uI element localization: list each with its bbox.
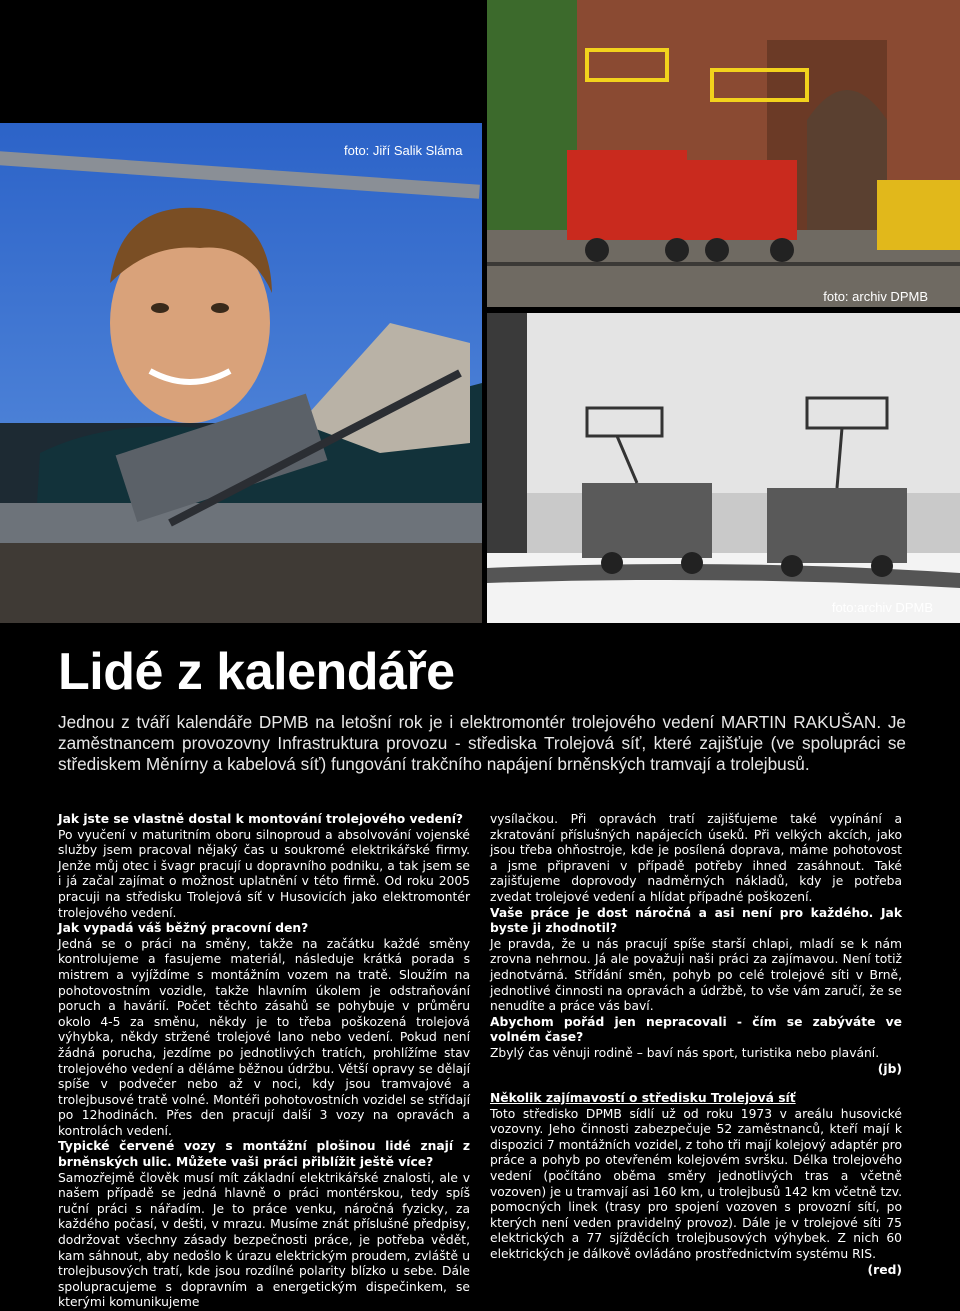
article-title: Lidé z kalendáře — [58, 643, 455, 701]
paragraph: Po vyučení v maturitním oboru silnoproud a absolvování vojenské služby jsem pracoval nějaký čas u soukromé elektrikářské firmy. Jenže můj otec i švagr pracují u dopravního podniku, a tak jsem se i já začal zajímat o možnost uplatnění v této firmě. Od roku 2005 pracuji na středisku Trolejová síť v Husovicích jako elektromontér trolejového vedení. — [58, 827, 470, 920]
paragraph: Jedná se o práci na směny, takže na začátku každé směny kontrolujeme a fasujeme materiál, následuje krátká porada s mistrem a vyjíždíme s montážním vozem na tratě. Sloužím na pohotovostním vozidle, takže hlavním úkolem je odstraňování poruch a havárií. Počet těchto zásahů se pohybuje v průměru okolo 4-5 za směnu, někdy je to třeba poškozená trolejová výhybka, někdy stržené trolejové lano nebo vedení. Pokud není žádná porucha, jezdíme po jednotlivých tratích, prohlížíme stav trolejového vedení a děláme běžnou údržbu. Větší opravy se dělají spíše v podvečer nebo až v noci, kdy jsou tramvajové a trolejbusové tratě volné. Montéři pohotovostních vozidel se střídají po 12hodinách. Přes den pracují další 3 vozy na opravách a kontrolách vedení. — [58, 936, 470, 1138]
interview-question: Vaše práce je dost náročná a asi není pro každého. Jak byste ji zhodnotil? — [490, 905, 902, 936]
photo-credit: foto:archiv DPMB — [831, 600, 933, 615]
interview-question: Typické červené vozy s montážní plošinou lidé znají z brněnských ulic. Můžete vaši práci přiblížit ještě více? — [58, 1139, 470, 1170]
paragraph: Toto středisko DPMB sídlí už od roku 1973 v areálu husovické vozovny. Jeho činnosti zabezpečuje 52 zaměstnanců, kteří mají k dispozici 7 montážních vozidel, z toho tři mají kolejový adaptér pro práce a pohyb po otevřeném kolejovém svršku. Délka trolejového vedení (počítáno oběma směry jednotlivých tras a včetně vozoven) je u tramvají asi 160 km, u trolejbusů 142 km včetně tzv. pomocných linek (trasy pro spojení vozoven s provozní sítí, po kterých není veden pravidelný provoz). Dále je v trolejové síti 75 elektrických a 77 sjížděcích trolejbusových výhybek. Z nich 60 elektrických je dálkově ovládáno prostřednictvím systému RIS. — [490, 1106, 902, 1262]
article-column-1 — [58, 812, 470, 1311]
photo-credit: foto: Jiří Salik Sláma — [344, 143, 463, 158]
photo-credit: foto: archiv DPMB — [823, 289, 928, 304]
interview-question: Abychom pořád jen nepracovali - čím se zabýváte ve volném čase? — [490, 1014, 902, 1045]
paragraph: Je pravda, že u nás pracují spíše starší chlapi, mladí se k nám zrovna nehrnou. Já ale považuji naši práci za zajímavou. Není totiž jednotvárná. Střídání směn, pohyb po celé trolejové síti v Brně, jednotlivé činnosti na opravách a údržbě, to vše vám zaručí, že se nenudíte a práce vás baví. — [490, 936, 902, 1014]
repair-vehicles-photo — [487, 0, 960, 307]
article-intro: Jednou z tváří kalendáře DPMB na letošní rok je i elektromontér trolejového vedení MARTIN RAKUŠAN. Je zaměstnancem provozovny Infrastruktura provozu - střediska Trolejová síť, které zajišťuje (ve spolupráci se střediskem Měnírny a kabelová síť) fungování trakčního napájení brněnských tramvají a trolejbusů. — [58, 712, 906, 774]
interview-question: Jak jste se vlastně dostal k montování trolejového vedení? — [58, 812, 464, 826]
paragraph: Zbylý čas věnuji rodině – baví nás sport, turistika nebo plavání. — [490, 1045, 880, 1060]
interview-question: Jak vypadá váš běžný pracovní den? — [58, 921, 309, 936]
paragraph: vysílačkou. Při opravách tratí zajišťujeme také vypínání a zkratování příslušných napájecích úseků. Při velkých akcích, jako jsou třeba ohňostroje, kde je posílená doprava, máme pohotovost a jsme připraveni v případě potřeby ihned zasáhnout. Také zajišťujeme doprovody nadměrných nákladů, kdy je potřeba zvedat trolejové vedení a hlídat případné poškození. — [490, 812, 902, 904]
portrait-photo — [0, 123, 482, 623]
author-signature: (jb) — [877, 1061, 902, 1076]
article-column-2 — [490, 812, 902, 1278]
historic-vehicles-photo — [487, 313, 960, 623]
section-heading: Několik zajímavostí o středisku Trolejová síť — [490, 1091, 796, 1106]
paragraph: Samozřejmě člověk musí mít základní elektrikářské znalosti, ale v našem případě se jedná hlavně o práci montérskou, tedy spíš ruční práci s nářadím. Je to práce venku, náročná fyzicky, za každého počasí, v dešti, v mrazu. Musíme znát příslušné předpisy, dodržovat všechny zásady bezpečnosti práce, je potřeba vědět, kam sáhnout, aby nedošlo k úrazu elektrickým proudem, zvláště u trolejbusových tratí, kde jsou rozdílné polarity blízko u sebe. Dále spolupracujeme s dopravním a energetickým dispečinkem, se kterými komunikujeme — [58, 1170, 470, 1310]
author-signature: (red) — [867, 1262, 902, 1277]
